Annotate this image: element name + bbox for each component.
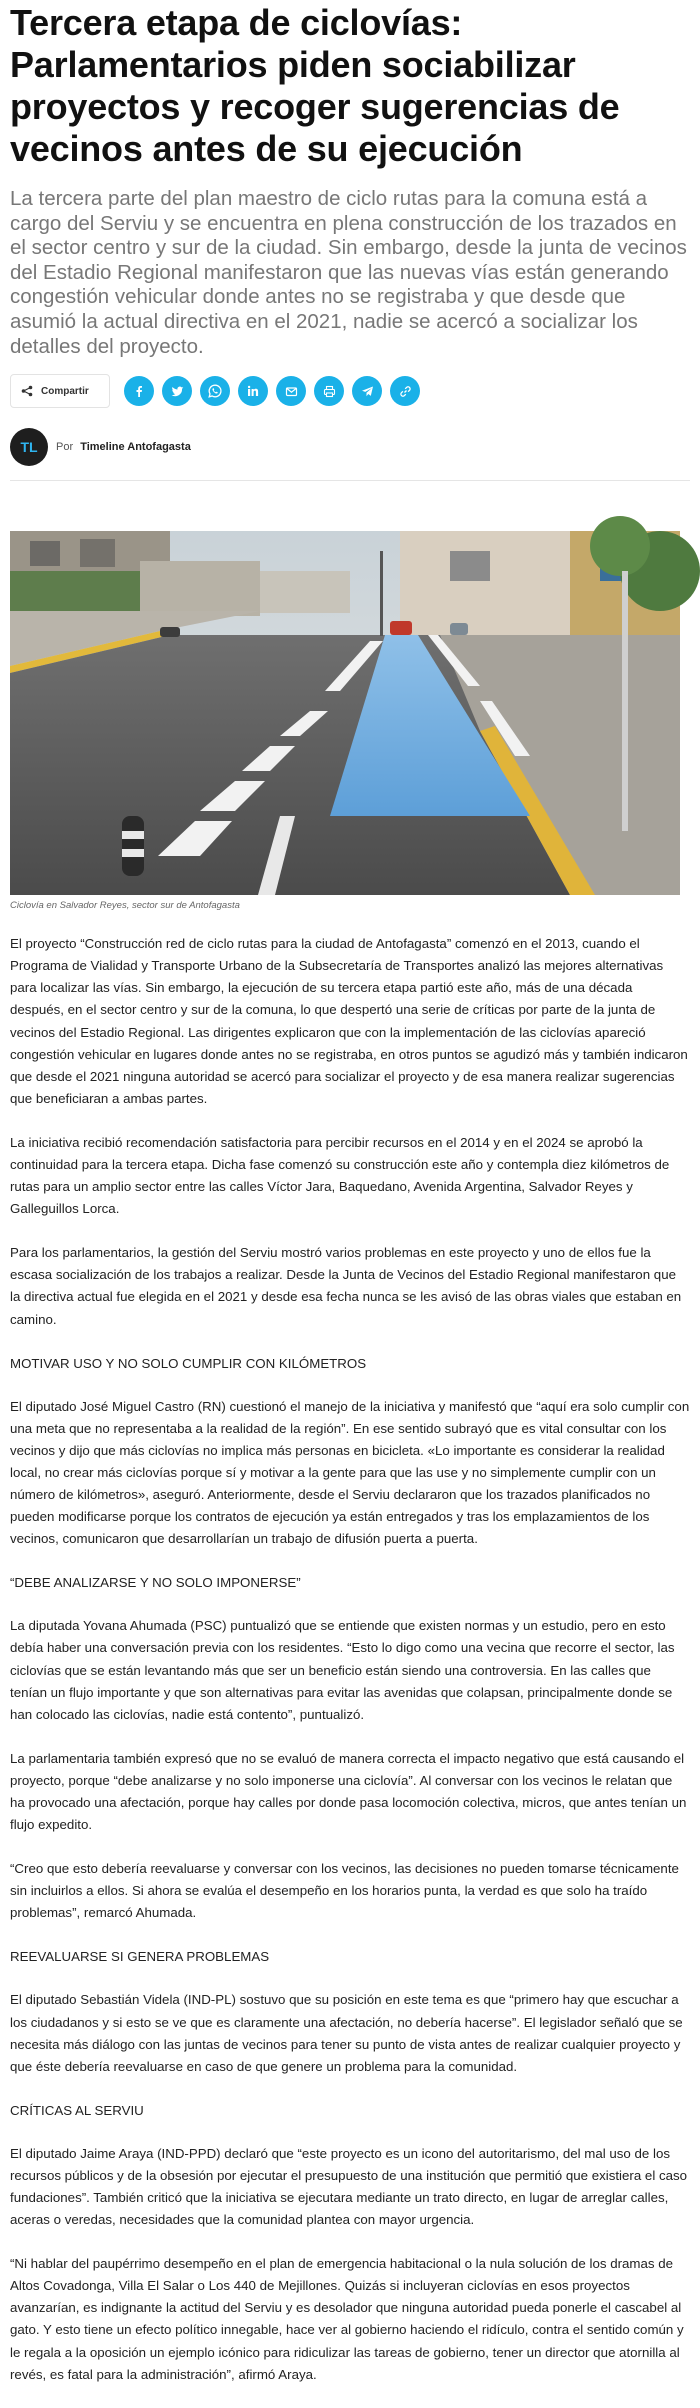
- print-icon: [323, 385, 336, 398]
- facebook-button[interactable]: [124, 376, 154, 406]
- share-icon: [21, 385, 33, 397]
- paragraph: El diputado Jaime Araya (IND-PPD) declaró que “este proyecto es un icono del autoritarismo, del mal uso de los recursos públicos y de la obsesión por ejecutar el presupuesto de una institución que permitió que existiera el caso fundaciones”. También criticó que la iniciativa se ejecutara mediante un trato directo, en lugar de arreglar calles, aceras o veredas, necesidades que la comunidad plantea con mayor urgencia.: [10, 2145, 688, 2228]
- share-bar: [10, 373, 690, 409]
- link-icon: [399, 385, 412, 398]
- whatsapp-button[interactable]: [200, 376, 230, 406]
- email-button[interactable]: [276, 376, 306, 406]
- linkedin-button[interactable]: [238, 376, 268, 406]
- paragraph: El proyecto “Construcción red de ciclo rutas para la ciudad de Antofagasta” comenzó en el 2013, cuando el Programa de Vialidad y Transporte Urbano de la Subsecretaría de Transportes analizó las mejores alternativas para localizar las vías. Sin embargo, la ejecución de su tercera etapa partió este año, más de una década después, en el sector centro y sur de la comuna, lo que despertó una serie de críticas por parte de la junta de vecinos del Estadio Regional. Las dirigentes explicaron que con la implementación de las ciclovías apareció congestión vehicular en lugares donde antes no se registraba, en otros puntos se agudizó más y también indicaron que desde el 2021 ninguna autoridad se acercó para socializar el proyecto y de esa manera realizar sugerencias que beneficiaran a ambas partes.: [10, 936, 688, 1106]
- paragraph: “Ni hablar del paupérrimo desempeño en el plan de emergencia habitacional o la nula solución de los dramas de Altos Covadonga, Villa El Salar o Los 440 de Mejillones. Quizás si incluyeran ciclovías en esos proyectos avanzarían, es indignante la actitud del Serviu y es desolador que ninguna autoridad pueda ponerle el cascabel al gato. Y esto tiene un efecto político innegable, hace ver al gobierno haciendo el ridículo, contra el sentido común y le regala a la oposición un ejemplo icónico para ridiculizar las tareas de gobierno, tener un director que atornilla al revés, es fatal para la administración”, afirmó Araya.: [10, 2256, 684, 2382]
- paragraph: La parlamentaria también expresó que no se evaluó de manera correcta el impacto negativo que está causando el proyecto, porque “debe analizarse y no solo imponerse una ciclovía”. Al conversar con los vecinos le relatan que ha provocado una afectación, porque hay calles por donde pasa locomoción colectiva, micros, que antes tenían un flujo expedito.: [10, 1750, 687, 1833]
- paragraph: Para los parlamentarios, la gestión del Serviu mostró varios problemas en este proyecto y uno de ellos fue la escasa socialización de los trabajos a realizar. Desde la Junta de Vecinos del Estadio Regional manifestaron que la directiva actual fue elegida en el 2021 y desde esa fecha nunca se les avisó de las obras viales que estaban en camino.: [10, 1245, 682, 1327]
- article-title: Tercera etapa de ciclovías: Parlamentarios piden sociabilizar proyectos y recoger sugerencias de vecinos antes de su ejecución: [10, 2, 620, 169]
- telegram-icon: [361, 385, 374, 398]
- share-label: Compartir: [41, 385, 89, 397]
- article-lead: La tercera parte del plan maestro de ciclo rutas para la comuna está a cargo del Serviu y se encuentra en plena construcción de los trazados en el sector centro y sur de la ciudad. Sin embargo, desde la junta de vecinos del Estadio Regional manifestaron que las nuevas vías están generando congestión vehicular donde antes no se registraba y que desde que asumió la actual directiva en el 2021, nadie se acercó a socializar los detalles del proyecto.: [10, 187, 687, 358]
- print-button[interactable]: [314, 376, 344, 406]
- section-heading: “DEBE ANALIZARSE Y NO SOLO IMPONERSE”: [10, 1575, 301, 1591]
- telegram-button[interactable]: [352, 376, 382, 406]
- paragraph: El diputado José Miguel Castro (RN) cuestionó el manejo de la iniciativa y manifestó que “aquí era solo cumplir con una meta que no representaba a la realidad de la región”. En ese sentido subrayó que es vital consultar con los vecinos y dijo que más ciclovías no implica más personas en bicicleta. «Lo importante es considerar la realidad local, no crear más ciclovías porque sí y motivar a la gente para que las use y no simplemente cumplir con un número de kilómetros», aseguró. Anteriormente, desde el Serviu declararon que los trazados planificados no pueden modificarse porque los contratos de ejecución ya están entregados y tras los emplazamientos de los vecinos, comunicaron que desarrollarían un trabajo de difusión puerta a puerta.: [10, 1398, 690, 1547]
- section-heading: REEVALUARSE SI GENERA PROBLEMAS: [10, 1949, 270, 1965]
- bollard: [122, 816, 144, 876]
- article: [10, 0, 690, 2408]
- avatar-initials: TL: [20, 439, 38, 456]
- social-buttons: [124, 376, 420, 406]
- section-heading: CRÍTICAS AL SERVIU: [10, 2102, 144, 2118]
- share-button[interactable]: [10, 374, 110, 408]
- copy-link-button[interactable]: [390, 376, 420, 406]
- email-icon: [285, 385, 298, 398]
- facebook-icon: [133, 385, 145, 397]
- paragraph: La iniciativa recibió recomendación satisfactoria para percibir recursos en el 2014 y en el 2024 se aprobó la continuidad para la tercera etapa. Dicha fase comenzó su construcción este año y contempla diez kilómetros de rutas para un amplio sector entre las calles Víctor Jara, Baquedano, Avenida Argentina, Salvador Reyes y Galleguillos Lorca.: [10, 1134, 670, 1217]
- paragraph: “Creo que esto debería reevaluarse y conversar con los vecinos, las decisiones no pueden tomarse técnicamente sin incluirlos a ellos. Si ahora se evalúa el desempeño en los horarios punta, la verdad es que solo ha traído problemas”, remarcó Ahumada.: [10, 1861, 679, 1921]
- twitter-button[interactable]: [162, 376, 192, 406]
- paragraph: El diputado Sebastián Videla (IND-PL) sostuvo que su posición en este tema es que “primero hay que escuchar a los ciudadanos y si esto se ve que es claramente una afectación, no debería hacerse”. El legislador señaló que se necesita más diálogo con las juntas de vecinos para tener su punto de vista antes de realizar cualquier proyecto y que éste debería reevaluarse en caso de que genere un problema para la comunidad.: [10, 1992, 683, 2074]
- author-avatar[interactable]: [10, 428, 48, 466]
- photo-caption: Ciclovía en Salvador Reyes, sector sur de Antofagasta: [10, 900, 240, 912]
- article-photo: [10, 531, 680, 895]
- twitter-icon: [171, 385, 184, 398]
- author-name[interactable]: Timeline Antofagasta: [80, 441, 191, 454]
- linkedin-icon: [247, 385, 259, 397]
- divider: [10, 480, 690, 481]
- street-bikelane-illustration: [10, 531, 680, 895]
- section-heading: MOTIVAR USO Y NO SOLO CUMPLIR CON KILÓMETROS: [10, 1355, 367, 1371]
- article-body: [10, 933, 690, 2386]
- whatsapp-icon: [208, 384, 222, 398]
- author-byline: [10, 427, 690, 467]
- author-prefix: Por: [56, 441, 74, 454]
- paragraph: La diputada Yovana Ahumada (PSC) puntualizó que se entiende que existen normas y un estudio, pero en esto debía haber una conversación previa con los residentes. “Esto lo digo como una vecina que recorre el sector, las ciclovías que se están levantando más que ser un beneficio están siendo una controversia. En las calles que tenían un flujo importante y que son alternativas para evitar las avenidas que colapsan, principalmente donde se han colocado las ciclovías, nadie está contento”, puntualizó.: [10, 1618, 675, 1722]
- author-text: [56, 441, 191, 453]
